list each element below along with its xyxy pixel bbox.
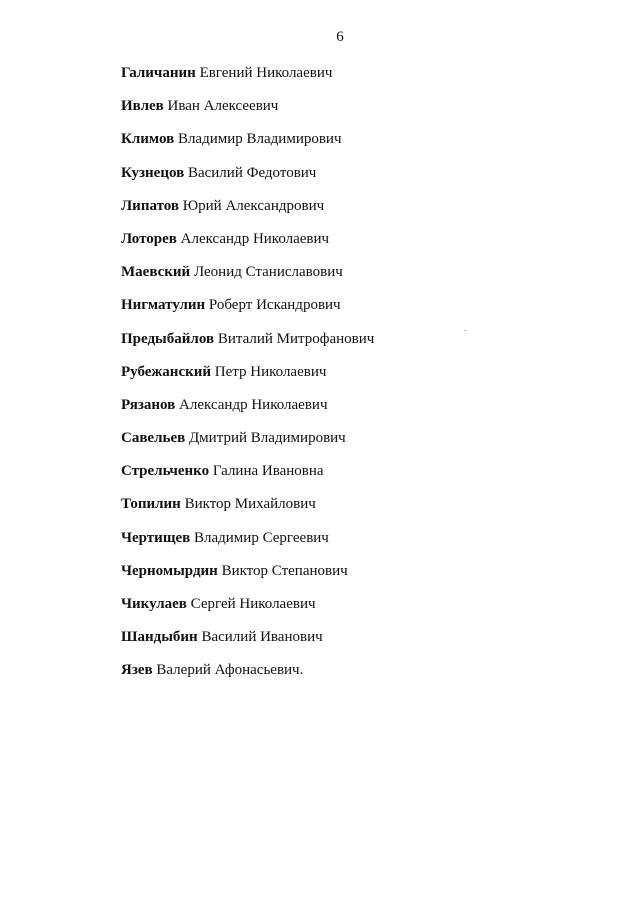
- given-names: Александр Николаевич: [180, 230, 330, 247]
- surname: Черномырдин: [121, 562, 218, 579]
- list-item: [121, 64, 374, 97]
- name-list: [121, 64, 374, 695]
- list-item: [121, 330, 374, 363]
- list-item: [121, 97, 374, 130]
- given-names: Галина Ивановна: [212, 463, 324, 480]
- surname: Чикулаев: [121, 596, 187, 612]
- list-item: [121, 628, 374, 661]
- list-item: [121, 197, 374, 230]
- given-names: Василий Федотович: [187, 164, 317, 181]
- list-item: [121, 429, 374, 462]
- given-names: Сергей Николаевич: [190, 596, 316, 612]
- given-names: Юрий Александрович: [182, 197, 325, 214]
- given-names: Роберт Искандрович: [208, 297, 341, 314]
- list-item: [121, 562, 374, 595]
- list-item: [121, 529, 374, 562]
- list-item: [121, 363, 374, 396]
- surname: Рязанов: [121, 396, 176, 413]
- surname: Топилин: [121, 496, 181, 513]
- given-names: Иван Алексеевич: [167, 98, 279, 115]
- given-names: Виктор Михайлович: [184, 496, 316, 513]
- given-names: Владимир Сергеевич: [194, 529, 329, 546]
- list-item: [121, 661, 374, 694]
- given-names: Виталий Митрофанович: [217, 330, 375, 347]
- list-item: [121, 263, 374, 296]
- list-item: [121, 164, 374, 197]
- surname: Рубежанский: [121, 363, 212, 380]
- surname: Язев: [121, 662, 153, 679]
- given-names: Евгений Николаевич: [199, 65, 333, 81]
- surname: Климов: [121, 131, 175, 148]
- surname: Маевский: [121, 264, 191, 281]
- scan-speck: [464, 330, 466, 331]
- given-names: Владимир Владимирович: [177, 131, 342, 148]
- list-item: [121, 230, 374, 263]
- surname: Савельев: [121, 430, 186, 447]
- given-names: Валерий Афонасьевич.: [156, 662, 304, 679]
- page-number: 6: [336, 29, 344, 45]
- given-names: Петр Николаевич: [214, 363, 327, 380]
- surname: Липатов: [121, 197, 179, 214]
- given-names: Василий Иванович: [201, 629, 323, 646]
- list-item: [121, 462, 374, 495]
- given-names: Леонид Станиславович: [193, 264, 343, 281]
- surname: Лоторев: [121, 230, 177, 247]
- surname: Ивлев: [121, 98, 164, 115]
- given-names: Виктор Степанович: [221, 562, 348, 579]
- list-item: [121, 396, 374, 429]
- list-item: [121, 296, 374, 329]
- given-names: Александр Николаевич: [179, 396, 328, 413]
- surname: Кузнецов: [121, 164, 185, 181]
- surname: Стрельченко: [121, 463, 210, 480]
- surname: Нигматулин: [121, 297, 206, 314]
- surname: Шандыбин: [121, 629, 198, 646]
- surname: Чертищев: [121, 529, 191, 546]
- given-names: Дмитрий Владимирович: [188, 430, 346, 447]
- surname: Предыбайлов: [121, 330, 215, 347]
- list-item: [121, 495, 374, 528]
- surname: Галичанин: [121, 65, 196, 81]
- list-item: [121, 130, 374, 163]
- list-item: [121, 595, 374, 628]
